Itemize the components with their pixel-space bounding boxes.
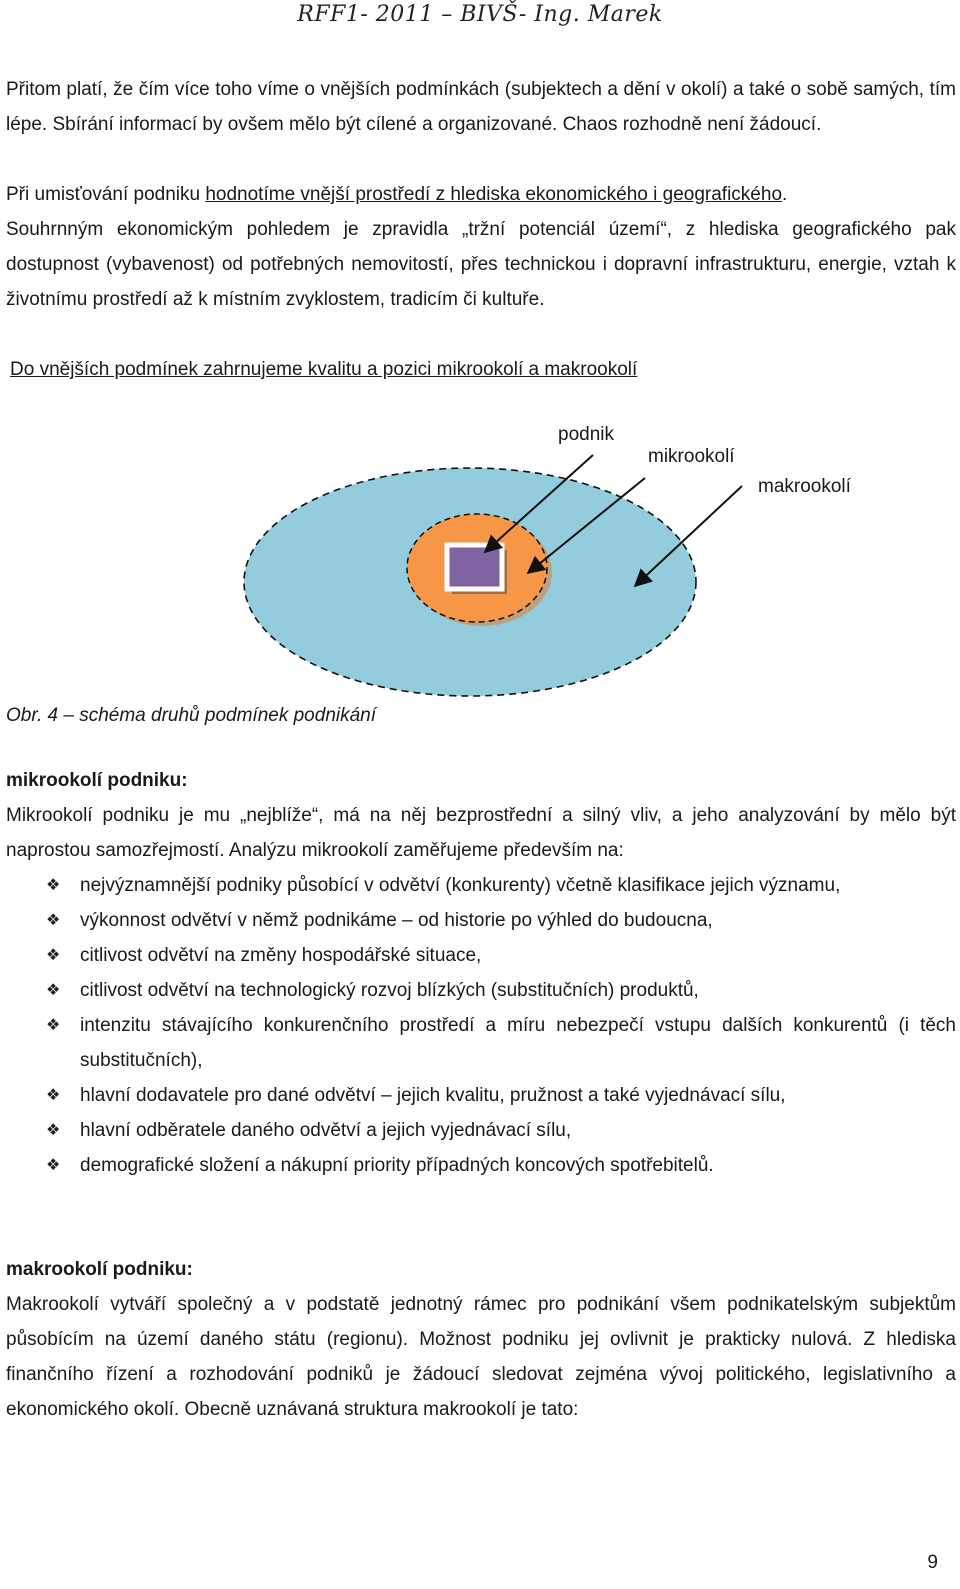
- micro-bullet-list: [46, 868, 956, 1183]
- macro-text: Makrookolí vytváří společný a v podstatě jednotný rámec pro podnikání všem podnikatelským subjektům působícím na území daného státu (regionu). Možnost podniku jej ovlivnit je prakticky nulová. Z hlediska finančního řízení a rozhodování podniků je žádoucí sledovat zejména vývoj politického, legislativního a ekonomického okolí. Obecně uznávaná struktura makrookolí je tato:: [6, 1294, 956, 1420]
- list-item: ❖ hlavní odběratele daného odvětví a jejich vyjednávací sílu,: [46, 1113, 956, 1148]
- figure-caption: Obr. 4 – schéma druhů podmínek podnikání: [6, 705, 377, 726]
- bullet-diamond-icon: ❖: [46, 982, 61, 999]
- label-podnik: podnik: [558, 424, 614, 445]
- intro-paragraph-2-underlined: hodnotíme vnější prostředí z hlediska ekonomického i geografického: [205, 184, 783, 205]
- list-item: ❖ nejvýznamnější podniky působící v odvětví (konkurenty) včetně klasifikace jejich významu,: [46, 868, 956, 903]
- bullet-diamond-icon: ❖: [46, 1087, 61, 1104]
- bullet-diamond-icon: ❖: [46, 1157, 61, 1174]
- bullet-diamond-icon: ❖: [46, 947, 61, 964]
- list-item: ❖ citlivost odvětví na technologický rozvoj blízkých (substitučních) produktů,: [46, 973, 956, 1008]
- intro-paragraph-2-suffix: .: [782, 184, 788, 205]
- bullet-diamond-icon: ❖: [46, 912, 61, 929]
- label-mikrookoli: mikrookolí: [648, 446, 735, 467]
- list-item: ❖ intenzitu stávajícího konkurenčního prostředí a míru nebezpečí vstupu dalších konkurentů (i těch substitučních),: [46, 1008, 956, 1078]
- bullet-diamond-icon: ❖: [46, 1122, 61, 1139]
- list-item: ❖ demografické složení a nákupní priority případných koncových spotřebitelů.: [46, 1148, 956, 1183]
- firm-square: [447, 545, 502, 589]
- intro-paragraph-1: Přitom platí, že čím více toho víme o vnějších podmínkách (subjektech a dění v okolí) a také o sobě samých, tím lépe. Sbírání informací by ovšem mělo být cílené a organizované. Chaos rozhodně není žádoucí.: [6, 79, 956, 135]
- intro-paragraph-2: [6, 177, 956, 212]
- intro-paragraph-4: Do vnějších podmínek zahrnujeme kvalitu a pozici mikrookolí a makrookolí: [10, 359, 638, 380]
- macro-heading: makrookolí podniku:: [6, 1259, 193, 1280]
- list-item: ❖ hlavní dodavatele pro dané odvětví – jejich kvalitu, pružnost a také vyjednávací sílu,: [46, 1078, 956, 1113]
- intro-paragraph-3: Souhrnným ekonomickým pohledem je zpravidla „tržní potenciál území“, z hlediska geografického pak dostupnost (vybavenost) od potřebných nemovitostí, přes technickou i dopravní infrastrukturu, energie, vztah k životnímu prostředí až k místním zvyklostem, tradicím či kultuře.: [6, 219, 956, 310]
- bullet-diamond-icon: ❖: [46, 1017, 61, 1034]
- page-number: 9: [927, 1552, 938, 1573]
- list-item: ❖ výkonnost odvětví v němž podnikáme – od historie po výhled do budoucna,: [46, 903, 956, 938]
- label-makrookoli: makrookolí: [758, 476, 851, 497]
- micro-heading: mikrookolí podniku:: [6, 770, 188, 791]
- intro-paragraph-2-prefix: Při umisťování podniku: [6, 184, 206, 205]
- environment-diagram: [0, 400, 960, 700]
- list-item: ❖ citlivost odvětví na změny hospodářské situace,: [46, 938, 956, 973]
- micro-intro: Mikrookolí podniku je mu „nejblíže“, má na něj bezprostřední a silný vliv, a jeho analyzování by mělo být naprostou samozřejmostí. Analýzu mikrookolí zaměřujeme především na:: [6, 805, 956, 861]
- page-header: RFF1- 2011 – BIVŠ- Ing. Marek: [297, 2, 663, 27]
- bullet-diamond-icon: ❖: [46, 877, 61, 894]
